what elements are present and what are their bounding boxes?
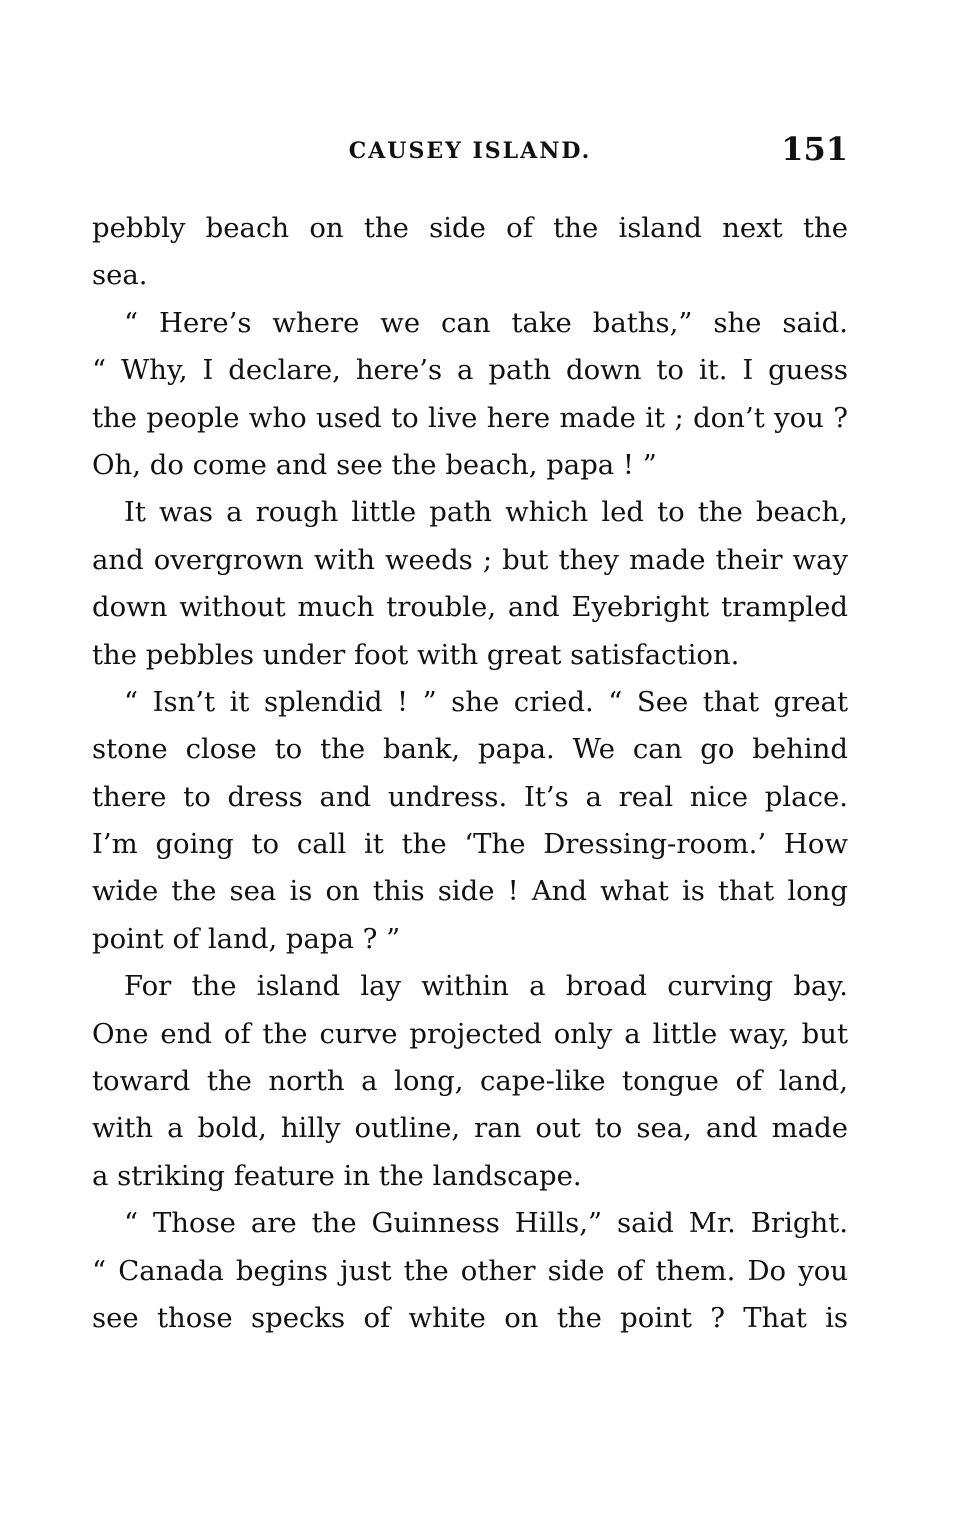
- text-line: stone close to the bank, papa. We can go behind: [92, 733, 848, 766]
- text-line: a striking feature in the landscape.: [92, 1159, 582, 1192]
- text-line: and overgrown with weeds ; but they made their way: [92, 543, 848, 576]
- text-line: “ Isn’t it splendid ! ” she cried. “ See that great: [124, 685, 848, 718]
- text-line: toward the north a long, cape-like tongue of land,: [92, 1065, 848, 1098]
- text-line: the pebbles under foot with great satisfaction.: [92, 638, 740, 671]
- text-line: “ Here’s where we can take baths,” she said.: [124, 306, 848, 339]
- text-line: “ Those are the Guinness Hills,” said Mr. Bright.: [124, 1207, 848, 1240]
- text-line: with a bold, hilly outline, ran out to sea, and made: [92, 1112, 848, 1145]
- text-line: “ Why, I declare, here’s a path down to it. I guess: [92, 354, 848, 387]
- text-line: sea.: [92, 259, 148, 292]
- text-line: I’m going to call it the ‘The Dressing-room.’ How: [92, 828, 848, 861]
- text-line: “ Canada begins just the other side of them. Do you: [92, 1254, 848, 1287]
- body-text: [92, 205, 848, 1342]
- text-line: For the island lay within a broad curving bay.: [124, 970, 848, 1003]
- text-line: One end of the curve projected only a little way, but: [92, 1017, 848, 1050]
- running-head: [92, 130, 848, 170]
- text-line: pebbly beach on the side of the island next the: [92, 212, 848, 244]
- text-line: It was a rough little path which led to the beach,: [124, 496, 848, 529]
- text-line: Oh, do come and see the beach, papa ! ”: [92, 448, 657, 481]
- text-line: wide the sea is on this side ! And what is that long: [92, 875, 848, 908]
- running-title: CAUSEY ISLAND.: [348, 138, 592, 164]
- text-line: there to dress and undress. It’s a real nice place.: [92, 780, 848, 813]
- text-line: see those specks of white on the point ? That is: [92, 1301, 848, 1334]
- text-line: down without much trouble, and Eyebright trampled: [92, 591, 848, 624]
- text-line: the people who used to live here made it ; don’t you ?: [92, 401, 848, 434]
- page-number: 151: [781, 130, 848, 168]
- text-line: point of land, papa ? ”: [92, 922, 401, 955]
